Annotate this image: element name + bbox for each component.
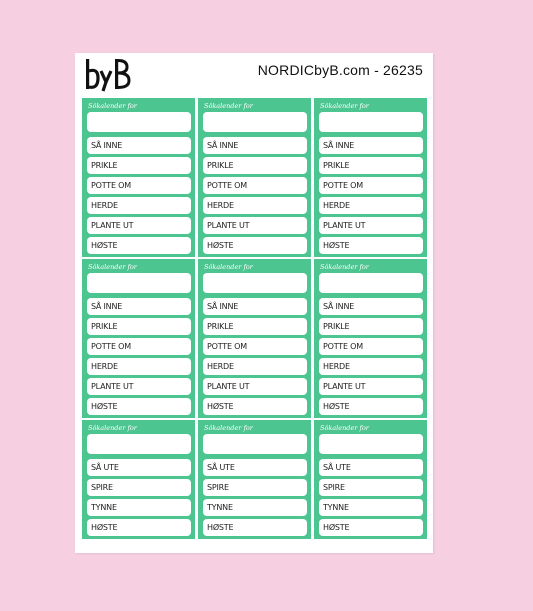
plant-name-box [319,273,423,293]
task-item: SÅ UTE [87,459,191,476]
task-item: HØSTE [319,237,423,254]
plant-name-box [319,112,423,132]
task-item: PLANTE UT [87,378,191,395]
task-item: HØSTE [203,398,307,415]
task-item: PRIKLE [87,157,191,174]
task-item: SPIRE [319,479,423,496]
task-item: POTTE OM [203,177,307,194]
sticker-card [198,420,311,539]
task-item: TYNNE [87,499,191,516]
sticker-card [314,98,427,257]
task-item: POTTE OM [87,338,191,355]
task-item: PLANTE UT [319,217,423,234]
task-item: HØSTE [319,519,423,536]
card-label: Sôkalender for [320,424,369,432]
task-item: POTTE OM [87,177,191,194]
sticker-sheet [75,53,433,553]
task-item: PLANTE UT [87,217,191,234]
task-item: TYNNE [319,499,423,516]
task-item: SPIRE [203,479,307,496]
task-item: HØSTE [87,398,191,415]
task-list [87,298,191,415]
task-list [87,137,191,254]
card-label: Sôkalender for [204,102,253,110]
task-item: HØSTE [203,237,307,254]
task-list [203,137,307,254]
sticker-row [82,98,427,257]
plant-name-box [319,434,423,454]
task-item: HERDE [319,197,423,214]
sticker-row [82,259,427,418]
card-label: Sôkalender for [320,263,369,271]
task-item: PRIKLE [319,157,423,174]
task-list [319,137,423,254]
task-item: SPIRE [87,479,191,496]
task-item: SÅ INNE [319,137,423,154]
task-list [203,298,307,415]
sticker-grid [82,98,427,539]
sticker-card [314,420,427,539]
task-item: PLANTE UT [203,378,307,395]
task-list [319,459,423,536]
sticker-card [198,259,311,418]
task-list [319,298,423,415]
card-label: Sôkalender for [88,424,137,432]
plant-name-box [203,434,307,454]
card-label: Sôkalender for [204,424,253,432]
card-label: Sôkalender for [204,263,253,271]
task-item: PRIKLE [203,318,307,335]
task-item: POTTE OM [319,177,423,194]
task-item: TYNNE [203,499,307,516]
task-item: HØSTE [203,519,307,536]
sticker-card [82,259,195,418]
task-item: SÅ UTE [319,459,423,476]
task-item: PRIKLE [87,318,191,335]
task-item: PRIKLE [319,318,423,335]
task-item: SÅ INNE [87,137,191,154]
card-label: Sôkalender for [88,102,137,110]
task-item: HERDE [319,358,423,375]
plant-name-box [87,434,191,454]
sticker-card [82,98,195,257]
task-item: SÅ INNE [319,298,423,315]
task-item: SÅ UTE [203,459,307,476]
task-item: HØSTE [87,237,191,254]
task-item: SÅ INNE [203,298,307,315]
task-item: HERDE [203,358,307,375]
task-item: POTTE OM [319,338,423,355]
task-item: POTTE OM [203,338,307,355]
sticker-row [82,420,427,539]
plant-name-box [87,112,191,132]
byb-logo-icon [85,58,131,92]
plant-name-box [203,112,307,132]
product-code: NORDICbyB.com - 26235 [257,62,423,78]
sticker-card [82,420,195,539]
task-list [87,459,191,536]
task-item: HERDE [87,358,191,375]
task-item: HØSTE [87,519,191,536]
task-item: HERDE [87,197,191,214]
sticker-card [314,259,427,418]
card-label: Sôkalender for [88,263,137,271]
task-item: SÅ INNE [203,137,307,154]
task-item: SÅ INNE [87,298,191,315]
task-item: PRIKLE [203,157,307,174]
task-item: PLANTE UT [319,378,423,395]
task-item: PLANTE UT [203,217,307,234]
card-label: Sôkalender for [320,102,369,110]
plant-name-box [87,273,191,293]
task-item: HØSTE [319,398,423,415]
task-list [203,459,307,536]
plant-name-box [203,273,307,293]
task-item: HERDE [203,197,307,214]
sticker-card [198,98,311,257]
